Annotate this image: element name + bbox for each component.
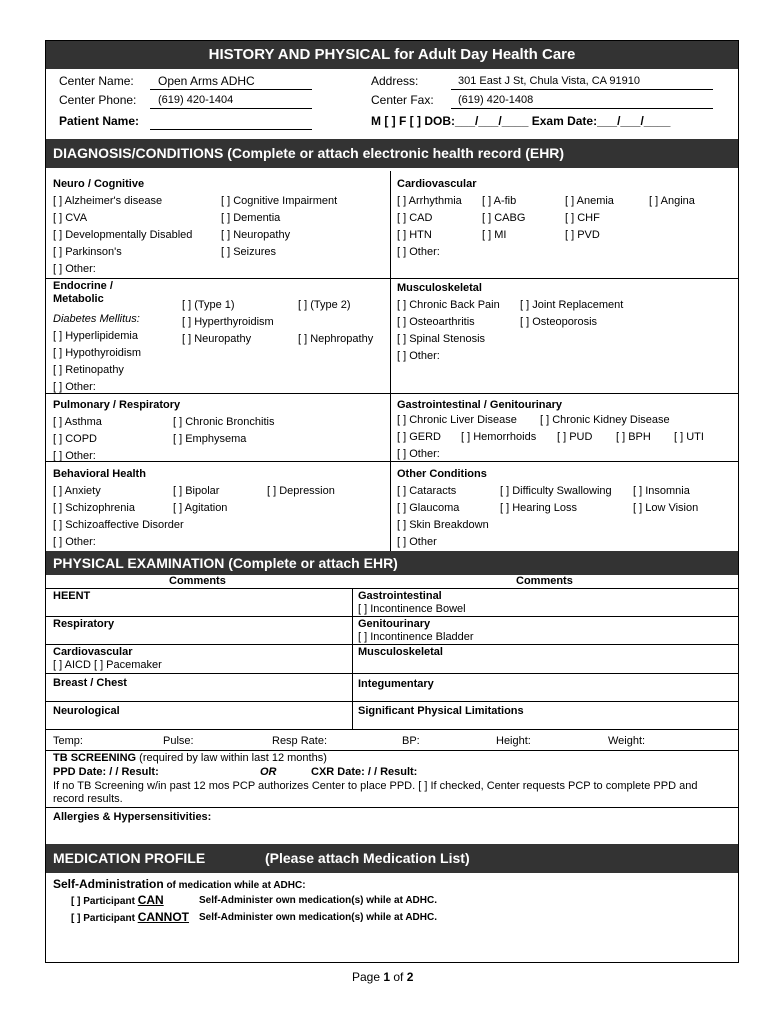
gastro-section <box>397 397 562 414</box>
cannot-word: CANNOT <box>137 910 190 924</box>
endocrine-item[interactable]: [ ] Nephropathy <box>298 333 374 345</box>
physical-header-bar <box>46 551 738 575</box>
musculo-item[interactable]: [ ] Joint Replacement <box>520 299 624 311</box>
gastro-label: Gastrointestinal <box>358 590 442 602</box>
cannot-suffix: Self-Administer own medication(s) while at ADHC. <box>199 912 437 923</box>
can-suffix: Self-Administer own medication(s) while at ADHC. <box>199 895 437 906</box>
behavioral-item[interactable]: [ ] Bipolar <box>173 485 220 497</box>
other-item[interactable]: [ ] Low Vision <box>633 502 699 514</box>
center-fax-value[interactable]: (619) 420-1408 <box>458 94 534 106</box>
behavioral-section <box>53 466 184 551</box>
endocrine-title: Endocrine / <box>53 280 113 292</box>
cxr-date[interactable]: CXR Date: / / Result: <box>311 766 418 778</box>
behavioral-item[interactable]: [ ] Anxiety <box>53 485 101 497</box>
page-total: 2 <box>406 970 414 984</box>
other-item[interactable]: [ ] Cataracts <box>397 485 457 497</box>
comments-right: Comments <box>516 575 573 587</box>
can-row[interactable] <box>71 893 164 907</box>
neuro-item[interactable]: [ ] Cognitive Impairment <box>221 195 338 207</box>
form <box>45 40 739 963</box>
center-name-value[interactable]: Open Arms ADHC <box>158 74 255 88</box>
endocrine-item[interactable]: [ ] (Type 1) <box>182 299 235 311</box>
pe-line-1 <box>46 616 738 617</box>
endocrine-title-2: Metabolic <box>53 293 104 305</box>
center-phone-label: Center Phone: <box>59 93 137 107</box>
tb-note: (required by law within last 12 months) <box>136 752 327 764</box>
incontinence-bladder[interactable]: [ ] Incontinence Bladder <box>358 631 474 643</box>
address-label: Address: <box>371 74 419 88</box>
musculo-item[interactable]: [ ] Osteoarthritis <box>397 316 475 328</box>
pulmonary-item[interactable]: [ ] Other: <box>53 450 96 462</box>
behavioral-item[interactable]: [ ] Schizoaffective Disorder <box>53 519 184 531</box>
endocrine-section <box>53 280 113 306</box>
breast-label: Breast / Chest <box>53 677 127 689</box>
neuro-label: Neurological <box>53 705 120 717</box>
tb-title: TB SCREENING <box>53 752 137 764</box>
page-of: of <box>390 970 407 984</box>
neuro-item[interactable]: [ ] Other: <box>53 263 96 275</box>
other-col3 <box>633 483 698 517</box>
neuro-section <box>53 176 192 278</box>
center-name-label: Center Name: <box>59 74 134 88</box>
endocrine-item[interactable]: [ ] Hypothyroidism <box>53 347 142 359</box>
musculo-col2 <box>520 297 623 331</box>
gastro-item[interactable]: [ ] UTI <box>674 431 704 443</box>
neuro-title: Neuro / Cognitive <box>53 178 145 190</box>
sex-dob-exam-date[interactable]: M [ ] F [ ] DOB:___/___/____ Exam Date:___/___/____ <box>371 114 671 128</box>
allergies-label[interactable]: Allergies & Hypersensitivities: <box>53 811 212 823</box>
page-prefix: Page <box>352 970 384 984</box>
incontinence-bowel[interactable]: [ ] Incontinence Bowel <box>358 603 466 615</box>
can-word: CAN <box>137 893 164 907</box>
behavioral-col2 <box>173 483 227 517</box>
cardio-item[interactable]: [ ] CABG <box>482 212 526 224</box>
musculo-label: Musculoskeletal <box>358 646 443 658</box>
pe-line-0 <box>46 588 738 589</box>
endocrine-item[interactable]: [ ] Hyperlipidemia <box>53 330 138 342</box>
cardio-c1 <box>397 193 462 261</box>
patient-name-label: Patient Name: <box>59 114 140 128</box>
cardio-c3 <box>565 193 614 244</box>
gastro-item[interactable]: [ ] PUD <box>557 431 593 443</box>
other-item[interactable]: [ ] Glaucoma <box>397 502 460 514</box>
center-fax-underline <box>451 108 713 109</box>
cardio-item[interactable]: [ ] Other: <box>397 246 440 258</box>
self-admin-title: Self-Administration <box>53 877 164 891</box>
other-item[interactable]: [ ] Skin Breakdown <box>397 519 489 531</box>
musculo-item[interactable]: [ ] Spinal Stenosis <box>397 333 486 345</box>
endocrine-col3 <box>298 297 373 348</box>
neuro-item[interactable]: [ ] Dementia <box>221 212 281 224</box>
gastro-item[interactable]: [ ] GERD <box>397 431 442 443</box>
other-item[interactable]: [ ] Hearing Loss <box>500 502 578 514</box>
physical-header: PHYSICAL EXAMINATION (Complete or attach EHR) <box>53 555 398 571</box>
cardio-item[interactable]: [ ] CHF <box>565 212 600 224</box>
row-line-2 <box>46 393 738 394</box>
gastro-title: Gastrointestinal / Genitourinary <box>397 399 563 411</box>
tb-authorization: If no TB Screening w/in past 12 mos PCP authorizes Center to place PPD. [ ] If checked, Center requests PCP to complete PPD and <box>53 780 698 792</box>
center-fax-label: Center Fax: <box>371 93 434 107</box>
ppd-date[interactable]: PPD Date: / / Result: <box>53 766 159 778</box>
pulmonary-item[interactable]: [ ] Asthma <box>53 416 102 428</box>
musculo-item[interactable]: [ ] Osteoporosis <box>520 316 598 328</box>
cardio-item[interactable]: [ ] Anemia <box>565 195 614 207</box>
neuro-item[interactable]: [ ] CVA <box>53 212 88 224</box>
musculo-section <box>397 280 500 365</box>
cardio-item[interactable]: [ ] A-fib <box>482 195 517 207</box>
pe-line-2 <box>46 644 738 645</box>
gastro-item[interactable]: [ ] Chronic Kidney Disease <box>540 414 670 426</box>
pe-line-5 <box>46 729 738 730</box>
behavioral-item[interactable]: [ ] Agitation <box>173 502 228 514</box>
form-title-bar <box>46 41 738 69</box>
diagnosis-divider <box>390 171 391 551</box>
cardio-section <box>397 176 476 193</box>
other-item[interactable]: [ ] Other <box>397 536 437 548</box>
neuro-item[interactable]: [ ] Alzheimer's disease <box>53 195 163 207</box>
can-prefix[interactable]: [ ] Participant <box>71 896 138 907</box>
diabetes-label: Diabetes Mellitus: <box>53 313 140 325</box>
medication-header: MEDICATION PROFILE <box>53 850 206 866</box>
gastro-item[interactable]: [ ] BPH <box>616 431 651 443</box>
form-title: HISTORY AND PHYSICAL for Adult Day Health Care <box>208 46 576 63</box>
weight-field[interactable]: Weight: <box>608 735 646 747</box>
pulmonary-section <box>53 397 180 465</box>
pulse-field[interactable]: Pulse: <box>163 735 194 747</box>
cannot-row[interactable] <box>71 910 189 924</box>
musculo-item[interactable]: [ ] Other: <box>397 350 440 362</box>
center-phone-value[interactable]: (619) 420-1404 <box>158 94 234 106</box>
diagnosis-header: DIAGNOSIS/CONDITIONS (Complete or attach electronic health record (EHR) <box>53 145 565 161</box>
page-current: 1 <box>383 970 391 984</box>
pulmonary-item[interactable]: [ ] Chronic Bronchitis <box>173 416 275 428</box>
comments-left: Comments <box>169 575 226 587</box>
other-title: Other Conditions <box>397 468 487 480</box>
cardio-c2 <box>482 193 525 244</box>
height-field[interactable]: Height: <box>496 735 531 747</box>
behavioral-item[interactable]: [ ] Schizophrenia <box>53 502 135 514</box>
cardio-devices[interactable]: [ ] AICD [ ] Pacemaker <box>53 659 162 671</box>
diagnosis-header-bar <box>46 139 738 168</box>
cardio-item[interactable]: [ ] Arrhythmia <box>397 195 462 207</box>
pulmonary-col2 <box>173 414 274 448</box>
endocrine-item <box>298 314 373 331</box>
limits-label: Significant Physical Limitations <box>358 705 524 717</box>
neuro-item[interactable]: [ ] Developmentally Disabled <box>53 229 193 241</box>
tb-title-row <box>53 752 327 764</box>
bp-field[interactable]: BP: <box>402 735 420 747</box>
heent-label: HEENT <box>53 590 91 602</box>
medication-header-note: (Please attach Medication List) <box>265 850 470 866</box>
endocrine-item[interactable]: [ ] Retinopathy <box>53 364 124 376</box>
cannot-prefix[interactable]: [ ] Participant <box>71 913 138 924</box>
other-col2 <box>500 483 612 517</box>
neuro-item[interactable]: [ ] Neuropathy <box>221 229 291 241</box>
musculo-item[interactable]: [ ] Chronic Back Pain <box>397 299 500 311</box>
endocrine-item[interactable]: [ ] Other: <box>53 381 96 393</box>
pe-line-3 <box>46 673 738 674</box>
genito-label: Genitourinary <box>358 618 431 630</box>
integ-label: Integumentary <box>358 678 434 690</box>
behavioral-title: Behavioral Health <box>53 468 146 480</box>
behavioral-item[interactable]: [ ] Depression <box>267 485 335 497</box>
center-name-underline <box>150 89 312 90</box>
respiratory-label: Respiratory <box>53 618 115 630</box>
temp-field[interactable]: Temp: <box>53 735 83 747</box>
cardio-c4 <box>649 193 695 210</box>
cardio-item[interactable]: [ ] MI <box>482 229 507 241</box>
endocrine-col1 <box>53 311 141 396</box>
gastro-item[interactable]: [ ] Other: <box>397 448 440 460</box>
tb-or: OR <box>260 766 277 778</box>
other-item[interactable]: [ ] Difficulty Swallowing <box>500 485 612 497</box>
cardio-item[interactable]: [ ] CAD <box>397 212 433 224</box>
cardio-title: Cardiovascular <box>397 178 477 190</box>
patient-name-underline[interactable] <box>150 129 312 130</box>
cardiovascular-label: Cardiovascular <box>53 646 133 658</box>
gastro-item[interactable]: [ ] Chronic Liver Disease <box>397 414 517 426</box>
pe-divider <box>352 588 353 729</box>
pe-line-7 <box>46 807 738 808</box>
row-line-1 <box>46 278 738 279</box>
cardio-item[interactable]: [ ] PVD <box>565 229 600 241</box>
self-admin-rest: of medication while at ADHC: <box>163 880 306 891</box>
medication-header-bar <box>46 844 738 873</box>
behavioral-col3 <box>267 483 335 500</box>
endocrine-item[interactable]: [ ] (Type 2) <box>298 299 351 311</box>
pe-line-4 <box>46 701 738 702</box>
behavioral-item[interactable]: [ ] Other: <box>53 536 96 548</box>
address-underline <box>451 89 713 90</box>
cardio-item[interactable]: [ ] HTN <box>397 229 432 241</box>
pe-line-6 <box>46 750 738 751</box>
other-item[interactable]: [ ] Insomnia <box>633 485 690 497</box>
endocrine-item[interactable]: [ ] Hyperthyroidism <box>182 316 274 328</box>
page-number <box>352 970 413 984</box>
resp-rate-field[interactable]: Resp Rate: <box>272 735 328 747</box>
neuro-item[interactable]: [ ] Parkinson's <box>53 246 122 258</box>
gastro-item[interactable]: [ ] Hemorrhoids <box>461 431 537 443</box>
musculo-title: Musculoskeletal <box>397 282 482 294</box>
pulmonary-item[interactable]: [ ] Emphysema <box>173 433 247 445</box>
tb-authorization-2: record results. <box>53 793 123 805</box>
neuro-item[interactable]: [ ] Seizures <box>221 246 277 258</box>
other-section <box>397 466 489 551</box>
self-admin-row <box>53 875 306 893</box>
pulmonary-item[interactable]: [ ] COPD <box>53 433 98 445</box>
center-phone-underline <box>150 108 312 109</box>
pulmonary-title: Pulmonary / Respiratory <box>53 399 181 411</box>
endocrine-col2 <box>182 297 274 348</box>
cardio-item[interactable]: [ ] Angina <box>649 195 695 207</box>
address-value[interactable]: 301 East J St, Chula Vista, CA 91910 <box>458 75 641 87</box>
neuro-col2 <box>221 193 337 261</box>
endocrine-item[interactable]: [ ] Neuropathy <box>182 333 252 345</box>
